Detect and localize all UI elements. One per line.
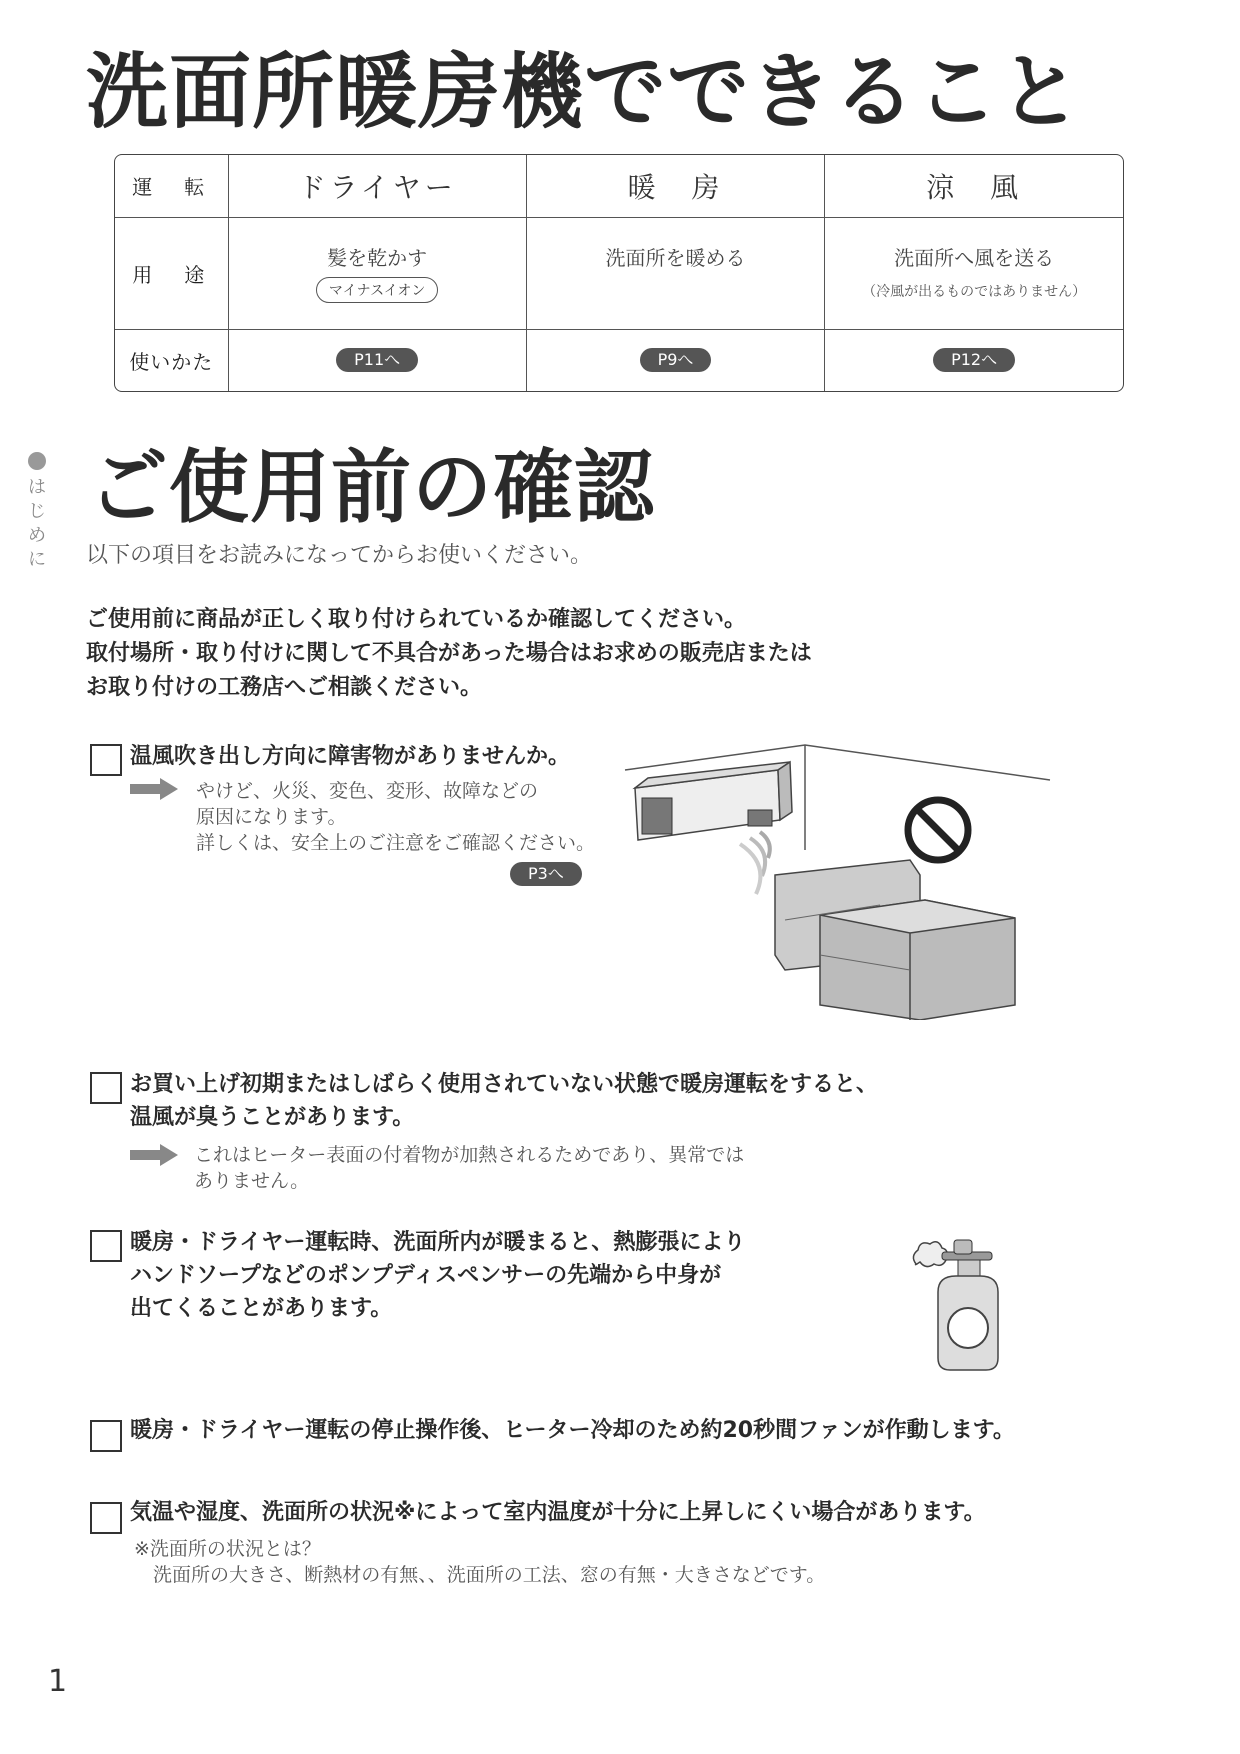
detail-line: ありません。 xyxy=(194,1170,310,1192)
page-link-p3[interactable]: P3へ xyxy=(510,862,582,886)
modes-table xyxy=(114,154,1124,392)
arrow-right-icon xyxy=(130,778,178,800)
page-link-heating[interactable]: P9へ xyxy=(640,348,712,372)
checkbox[interactable] xyxy=(90,1420,122,1452)
page-title: 洗面所暖房機でできること xyxy=(86,45,1083,140)
purpose-cell-cool xyxy=(825,217,1123,329)
detail-line: 詳しくは、安全上のご注意をご確認ください。 xyxy=(196,832,596,854)
table-row xyxy=(115,217,1123,329)
check-text: 気温や湿度、洗面所の状況※によって室内温度が十分に上昇しにくい場合があります。 xyxy=(130,1500,986,1525)
table-row xyxy=(115,329,1123,391)
checkbox[interactable] xyxy=(90,1230,122,1262)
check-line: ハンドソープなどのポンプディスペンサーの先端から中身が xyxy=(130,1263,722,1288)
intro-block xyxy=(86,603,812,705)
checkbox[interactable] xyxy=(90,1072,122,1104)
purpose-text: 洗面所へ風を送る xyxy=(894,245,1055,270)
note-line: ※洗面所の状況とは？ xyxy=(134,1538,321,1560)
purpose-text: 洗面所を暖める xyxy=(605,245,746,270)
side-tab-char: じ xyxy=(28,501,46,522)
table-row xyxy=(115,155,1123,217)
mode-name-dryer: ドライヤー xyxy=(228,155,526,217)
page-link-cool[interactable]: P12へ xyxy=(933,348,1015,372)
purpose-cell-heating xyxy=(526,217,824,329)
check-text: 温風吹き出し方向に障害物がありませんか。 xyxy=(130,744,571,769)
checkbox[interactable] xyxy=(90,744,122,776)
note-line: 洗面所の大きさ、断熱材の有無、、洗面所の工法、窓の有無・大きさなどです。 xyxy=(134,1564,826,1586)
pump-dispenser-icon xyxy=(908,1236,1018,1376)
page-number: 1 xyxy=(48,1664,68,1699)
mode-name-heating: 暖 房 xyxy=(526,155,824,217)
check-detail xyxy=(194,1142,744,1194)
side-tab-char: め xyxy=(28,525,46,546)
check-text: 暖房・ドライヤー運転の停止操作後、ヒーター冷却のため約20秒間ファンが作動します。 xyxy=(130,1418,1015,1443)
check-text xyxy=(130,1226,745,1325)
row-label-operation: 運 転 xyxy=(115,155,228,217)
cool-note: （冷風が出るものではありません） xyxy=(862,283,1087,300)
check-line: 暖房・ドライヤー運転時、洗面所内が暖まると、熱膨張により xyxy=(130,1230,746,1255)
check-detail xyxy=(196,778,595,856)
check-line: お買い上げ初期またはしばらく使用されていない状態で暖房運転をすると、 xyxy=(130,1072,879,1097)
detail-line: 原因になります。 xyxy=(196,806,347,828)
intro-line: 取付場所・取り付けに関して不具合があった場合はお求めの販売店または xyxy=(86,641,812,666)
checkbox[interactable] xyxy=(90,1502,122,1534)
lead-text: 以下の項目をお読みになってからお使いください。 xyxy=(86,543,593,568)
bullet-dot-icon xyxy=(28,452,46,470)
detail-line: これはヒーター表面の付着物が加熱されるためであり、異常では xyxy=(194,1144,745,1166)
detail-line: やけど、火災、変色、変形、故障などの xyxy=(196,780,539,802)
obstacle-illustration xyxy=(620,740,1060,1020)
side-section-tab xyxy=(26,452,48,572)
mode-name-cool: 涼 風 xyxy=(825,155,1123,217)
purpose-text: 髪を乾かす xyxy=(327,245,428,270)
minus-ion-badge: マイナスイオン xyxy=(316,277,438,303)
row-label-usage: 使いかた xyxy=(115,329,228,391)
side-tab-char: は xyxy=(28,477,46,498)
purpose-cell-dryer xyxy=(228,217,526,329)
arrow-right-icon xyxy=(130,1144,178,1166)
side-tab-char: に xyxy=(28,549,46,570)
check-footnote xyxy=(134,1536,825,1588)
intro-line: ご使用前に商品が正しく取り付けられているか確認してください。 xyxy=(86,607,747,632)
check-line: 温風が臭うことがあります。 xyxy=(130,1105,415,1130)
page-link-dryer[interactable]: P11へ xyxy=(336,348,418,372)
intro-line: お取り付けの工務店へご相談ください。 xyxy=(86,675,483,700)
section-heading: ご使用前の確認 xyxy=(88,441,655,534)
row-label-purpose: 用 途 xyxy=(115,217,228,329)
check-text xyxy=(130,1068,878,1134)
check-line: 出てくることがあります。 xyxy=(130,1296,393,1321)
